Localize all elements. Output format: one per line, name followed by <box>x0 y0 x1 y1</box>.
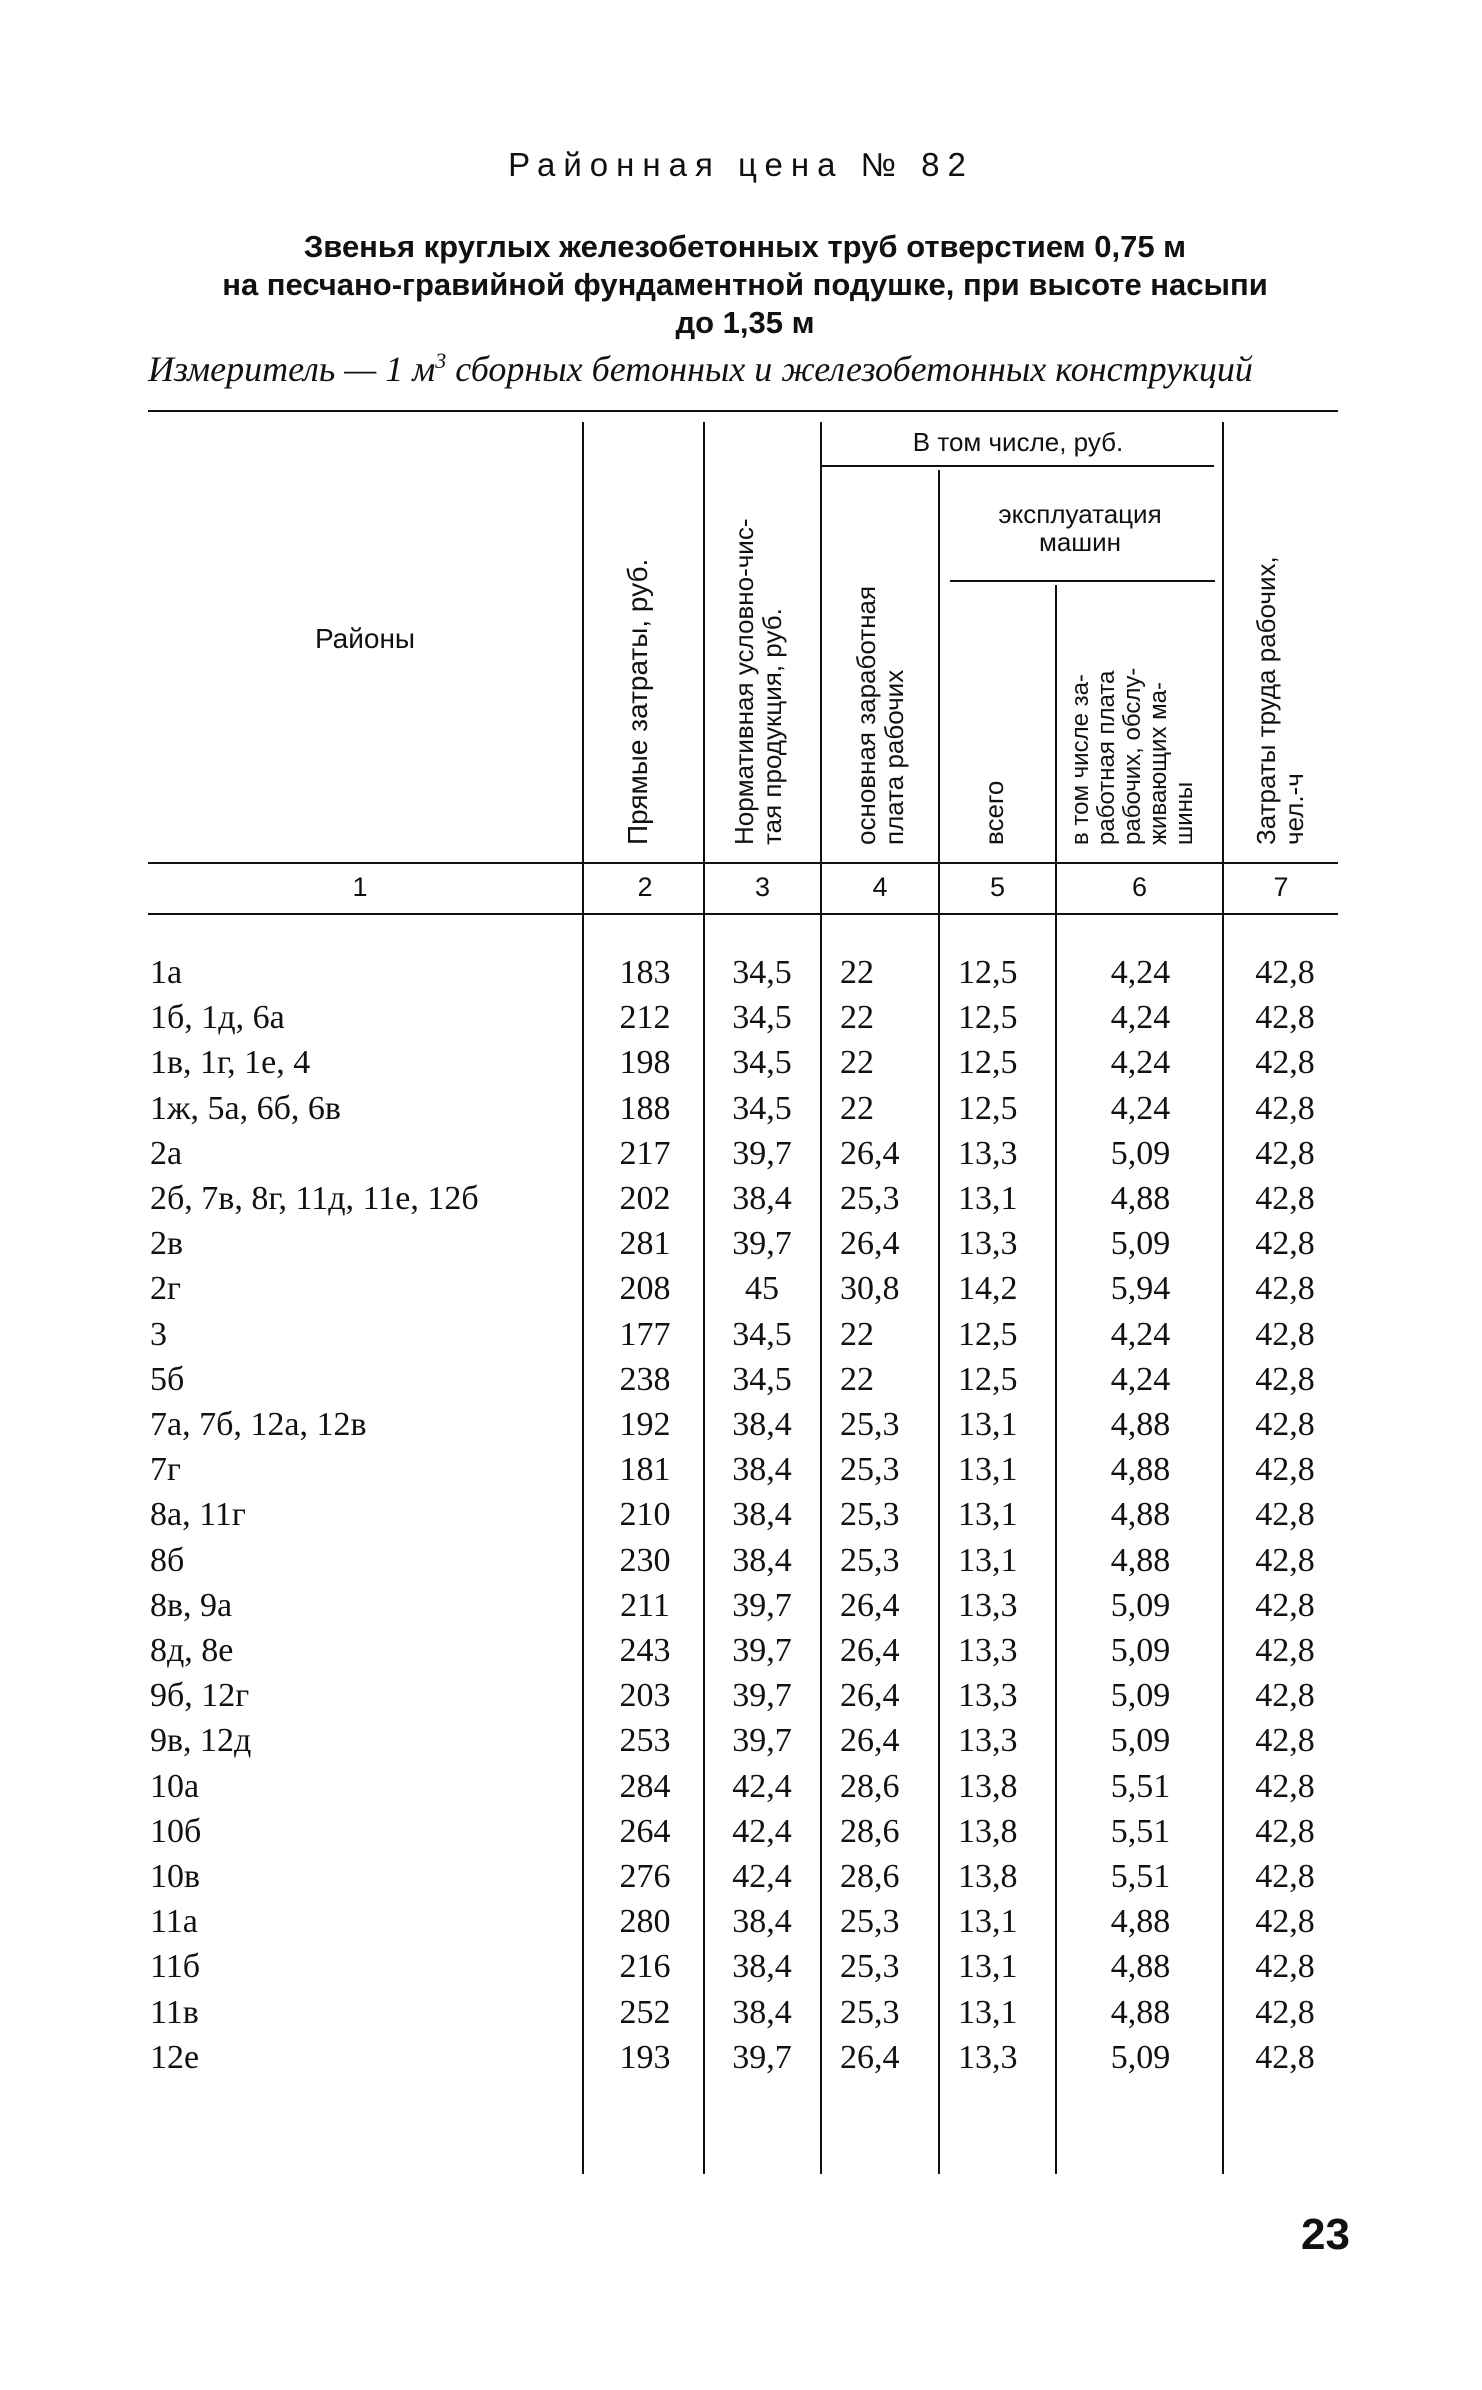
cell-direct-costs: 177 <box>619 1315 671 1353</box>
cell-region: 1а <box>150 954 183 991</box>
header-machine-wages-line: живающих ма- <box>1145 682 1172 845</box>
table-row <box>0 1131 1482 1176</box>
header-machine-wages-line: рабочих, обслу- <box>1119 667 1146 845</box>
cell-direct-costs: 280 <box>619 1903 671 1941</box>
table-row <box>0 1447 1482 1492</box>
cell-labor: 42,8 <box>1255 954 1315 991</box>
table-row <box>0 1809 1482 1854</box>
cell-labor: 42,8 <box>1255 999 1315 1037</box>
cell-wages: 25,3 <box>840 1180 900 1217</box>
cell-machines-total: 13,1 <box>958 1180 1018 1217</box>
cell-normative: 34,5 <box>732 1315 792 1353</box>
cell-normative: 39,7 <box>732 1225 792 1263</box>
cell-wages: 26,4 <box>840 1632 900 1669</box>
column-number: 2 <box>637 872 653 902</box>
cell-region: 10в <box>150 1858 201 1895</box>
header-machine-wages <box>1068 668 1198 845</box>
cell-machines-total: 13,8 <box>958 1767 1018 1805</box>
cell-region: 11б <box>150 1948 201 1986</box>
column-number: 1 <box>352 872 368 902</box>
cell-direct-costs: 217 <box>619 1134 671 1172</box>
cell-labor: 42,8 <box>1255 1180 1315 1217</box>
cell-machine-wages: 4,24 <box>1110 954 1171 991</box>
cell-machines-total: 13,1 <box>958 1948 1018 1986</box>
cell-region: 8в, 9а <box>150 1586 233 1624</box>
cell-machine-wages: 4,24 <box>1110 1315 1171 1353</box>
cell-normative: 38,4 <box>732 1406 792 1443</box>
cell-normative: 45 <box>745 1270 779 1308</box>
cell-direct-costs: 281 <box>619 1225 671 1263</box>
cell-machines-total: 13,1 <box>958 1496 1018 1534</box>
cell-machine-wages: 4,88 <box>1110 1406 1171 1443</box>
cell-wages: 22 <box>840 1315 874 1353</box>
cell-labor: 42,8 <box>1255 1451 1315 1489</box>
table-row <box>0 1673 1482 1718</box>
cell-normative: 39,7 <box>732 1632 792 1669</box>
cell-machines-total: 13,3 <box>958 1134 1018 1172</box>
cell-machine-wages: 5,09 <box>1110 2038 1171 2076</box>
header-machine-wages-line: работная плата <box>1093 670 1120 845</box>
cell-direct-costs: 208 <box>619 1270 671 1308</box>
table-row <box>0 1221 1482 1266</box>
cell-wages: 26,4 <box>840 1677 900 1715</box>
cell-wages: 26,4 <box>840 1722 900 1760</box>
table-top-rule <box>148 410 1338 412</box>
cell-normative: 34,5 <box>732 999 792 1037</box>
cell-wages: 22 <box>840 1360 874 1398</box>
table-row <box>0 1266 1482 1311</box>
cell-normative: 39,7 <box>732 1586 792 1624</box>
column-number: 3 <box>754 872 771 902</box>
cell-direct-costs: 211 <box>620 1586 670 1624</box>
cell-machines-total: 12,5 <box>958 1089 1018 1127</box>
cell-region: 1б, 1д, 6а <box>150 999 285 1037</box>
cell-wages: 26,4 <box>840 2038 900 2076</box>
cell-direct-costs: 202 <box>619 1180 671 1217</box>
cell-wages: 30,8 <box>840 1270 900 1308</box>
header-wages <box>852 586 908 845</box>
cell-wages: 26,4 <box>840 1586 900 1624</box>
cell-machine-wages: 4,88 <box>1110 1541 1171 1579</box>
cell-normative: 39,7 <box>732 1134 792 1172</box>
cell-normative: 38,4 <box>732 1541 792 1579</box>
cell-direct-costs: 193 <box>619 2038 671 2076</box>
cell-direct-costs: 210 <box>619 1496 671 1534</box>
cell-region: 11в <box>150 1993 199 2031</box>
cell-direct-costs: 198 <box>619 1044 671 1082</box>
table-row <box>0 1176 1482 1221</box>
cell-machine-wages: 5,51 <box>1110 1858 1171 1895</box>
cell-labor: 42,8 <box>1255 1315 1315 1353</box>
cell-labor: 42,8 <box>1255 1858 1315 1895</box>
cell-direct-costs: 243 <box>619 1632 671 1669</box>
cell-region: 9б, 12г <box>150 1677 250 1715</box>
cell-region: 2в <box>150 1225 184 1263</box>
cell-labor: 42,8 <box>1255 1993 1315 2031</box>
cell-region: 8д, 8е <box>150 1632 234 1669</box>
cell-machines-total: 12,5 <box>958 954 1018 991</box>
cell-normative: 38,4 <box>732 1993 792 2031</box>
cell-direct-costs: 252 <box>619 1993 671 2031</box>
table-row <box>0 995 1482 1040</box>
cell-region: 1ж, 5а, 6б, 6в <box>150 1089 341 1127</box>
cell-direct-costs: 192 <box>619 1406 671 1443</box>
cell-machines-total: 13,1 <box>958 1541 1018 1579</box>
table-row <box>0 1040 1482 1085</box>
cell-machine-wages: 5,94 <box>1110 1270 1171 1308</box>
cell-machines-total: 13,3 <box>958 1586 1018 1624</box>
header-machines-operation: эксплуатация машин <box>998 499 1162 557</box>
cell-normative: 39,7 <box>732 1722 792 1760</box>
cell-direct-costs: 253 <box>619 1722 671 1760</box>
cell-machines-total: 12,5 <box>958 1044 1018 1082</box>
cell-machines-total: 13,3 <box>958 2038 1018 2076</box>
cell-normative: 34,5 <box>732 954 792 991</box>
cell-machine-wages: 4,88 <box>1110 1948 1171 1986</box>
cell-region: 11а <box>150 1903 198 1941</box>
header-labor-line: Затраты труда рабочих, <box>1251 556 1281 845</box>
cell-wages: 28,6 <box>840 1858 900 1895</box>
cell-direct-costs: 216 <box>619 1948 671 1986</box>
cell-labor: 42,8 <box>1255 1496 1315 1534</box>
table-row <box>0 1357 1482 1402</box>
cell-wages: 25,3 <box>840 1903 900 1941</box>
cell-machines-total: 13,3 <box>958 1225 1018 1263</box>
cell-labor: 42,8 <box>1255 1677 1315 1715</box>
cell-region: 12е <box>150 2038 200 2076</box>
cell-wages: 22 <box>840 999 874 1037</box>
cell-machines-total: 13,8 <box>958 1858 1018 1895</box>
header-bottom-rule <box>148 862 1338 864</box>
header-regions: Районы <box>314 623 416 654</box>
header-direct-costs <box>624 559 652 845</box>
cell-region: 8б <box>150 1541 185 1579</box>
cell-machines-total: 13,3 <box>958 1632 1018 1669</box>
cell-region: 2б, 7в, 8г, 11д, 11е, 12б <box>150 1180 479 1217</box>
cell-region: 10б <box>150 1812 202 1850</box>
cell-machine-wages: 4,88 <box>1110 1903 1171 1941</box>
cell-normative: 39,7 <box>732 1677 792 1715</box>
cell-machine-wages: 4,88 <box>1110 1496 1171 1534</box>
cell-machine-wages: 5,09 <box>1110 1722 1171 1760</box>
cell-normative: 38,4 <box>732 1903 792 1941</box>
measure-unit <box>148 348 1338 390</box>
cell-labor: 42,8 <box>1255 1225 1315 1263</box>
header-normative <box>730 519 786 845</box>
cell-machine-wages: 4,24 <box>1110 1044 1171 1082</box>
cell-normative: 42,4 <box>732 1767 792 1805</box>
table-row <box>0 2035 1482 2080</box>
cell-machine-wages: 4,88 <box>1110 1180 1171 1217</box>
cell-machines-total: 12,5 <box>958 1360 1018 1398</box>
cell-direct-costs: 203 <box>619 1677 671 1715</box>
cell-region: 7а, 7б, 12а, 12в <box>150 1406 367 1443</box>
cell-labor: 42,8 <box>1255 1586 1315 1624</box>
subtitle-line: до 1,35 м <box>675 305 815 340</box>
cell-machines-total: 13,1 <box>958 1903 1018 1941</box>
including-underline <box>822 465 1214 467</box>
cell-machines-total: 12,5 <box>958 999 1018 1037</box>
cell-direct-costs: 276 <box>619 1858 671 1895</box>
cell-wages: 26,4 <box>840 1134 900 1172</box>
cell-wages: 25,3 <box>840 1948 900 1986</box>
cell-region: 7г <box>150 1451 181 1489</box>
table-row <box>0 1312 1482 1357</box>
cell-normative: 38,4 <box>732 1180 792 1217</box>
cell-machines-total: 13,3 <box>958 1677 1018 1715</box>
header-total-text: всего <box>979 780 1009 845</box>
cell-normative: 38,4 <box>732 1496 792 1534</box>
cell-direct-costs: 238 <box>619 1360 671 1398</box>
cell-labor: 42,8 <box>1255 2038 1315 2076</box>
header-normative-line: Нормативная условно-чис- <box>729 518 759 845</box>
cell-wages: 28,6 <box>840 1767 900 1805</box>
cell-machine-wages: 4,24 <box>1110 999 1171 1037</box>
cell-machine-wages: 4,88 <box>1110 1451 1171 1489</box>
cell-labor: 42,8 <box>1255 1406 1315 1443</box>
cell-labor: 42,8 <box>1255 1541 1315 1579</box>
cell-direct-costs: 284 <box>619 1767 671 1805</box>
cell-machines-total: 14,2 <box>958 1270 1018 1308</box>
cell-machine-wages: 4,24 <box>1110 1360 1171 1398</box>
colnum-bottom-rule <box>148 913 1338 915</box>
machines-underline <box>950 580 1215 582</box>
cell-direct-costs: 230 <box>619 1541 671 1579</box>
cell-labor: 42,8 <box>1255 1812 1315 1850</box>
cell-wages: 22 <box>840 1089 874 1127</box>
header-machine-wages-line: в том числе за- <box>1067 674 1094 845</box>
cell-normative: 42,4 <box>732 1812 792 1850</box>
column-number: 7 <box>1273 872 1289 902</box>
page-title: Районная цена № 82 <box>508 146 974 183</box>
table-row <box>0 950 1482 995</box>
measure-prefix: Измеритель — 1 м <box>148 349 436 389</box>
cell-machines-total: 13,1 <box>958 1993 1018 2031</box>
header-wages-line: основная заработная <box>851 585 881 845</box>
cell-labor: 42,8 <box>1255 1948 1315 1986</box>
cell-region: 10а <box>150 1767 200 1805</box>
header-wages-line: плата рабочих <box>879 669 909 845</box>
cell-machine-wages: 5,09 <box>1110 1632 1171 1669</box>
cell-region: 3 <box>150 1315 167 1353</box>
cell-direct-costs: 264 <box>619 1812 671 1850</box>
cell-wages: 25,3 <box>840 1541 900 1579</box>
cell-normative: 34,5 <box>732 1360 792 1398</box>
cell-machine-wages: 5,51 <box>1110 1767 1171 1805</box>
column-number: 4 <box>872 872 888 902</box>
header-including: В том числе, руб. <box>912 427 1124 457</box>
cell-machine-wages: 4,24 <box>1110 1089 1171 1127</box>
cell-machine-wages: 5,09 <box>1110 1134 1171 1172</box>
cell-labor: 42,8 <box>1255 1044 1315 1082</box>
cell-wages: 28,6 <box>840 1812 900 1850</box>
cell-wages: 26,4 <box>840 1225 900 1263</box>
cell-wages: 22 <box>840 954 874 991</box>
header-labor-line: чел.-ч <box>1279 773 1309 845</box>
cell-machine-wages: 5,09 <box>1110 1586 1171 1624</box>
table-row <box>0 1899 1482 1944</box>
column-number: 5 <box>989 872 1006 902</box>
cell-wages: 25,3 <box>840 1993 900 2031</box>
cell-machines-total: 13,3 <box>958 1722 1018 1760</box>
cell-region: 2а <box>150 1134 183 1172</box>
cell-labor: 42,8 <box>1255 1134 1315 1172</box>
cell-machines-total: 13,8 <box>958 1812 1018 1850</box>
document-subtitle <box>150 228 1340 342</box>
cell-labor: 42,8 <box>1255 1903 1315 1941</box>
cell-normative: 38,4 <box>732 1948 792 1986</box>
table-row <box>0 1854 1482 1899</box>
table-row <box>0 1990 1482 2035</box>
cell-normative: 34,5 <box>732 1044 792 1082</box>
table-row <box>0 1718 1482 1763</box>
measure-superscript: 3 <box>435 348 447 373</box>
table-row <box>0 1583 1482 1628</box>
cell-labor: 42,8 <box>1255 1360 1315 1398</box>
column-number: 6 <box>1131 872 1148 902</box>
table-row <box>0 1538 1482 1583</box>
cell-region: 9в, 12д <box>150 1722 252 1760</box>
subtitle-line: Звенья круглых железобетонных труб отверстием 0,75 м <box>303 229 1187 264</box>
cell-machines-total: 13,1 <box>958 1406 1018 1443</box>
cell-direct-costs: 183 <box>619 954 671 991</box>
table-row <box>0 1492 1482 1537</box>
header-machine-wages-line: шины <box>1171 781 1198 845</box>
table-row <box>0 1086 1482 1131</box>
table-row <box>0 1402 1482 1447</box>
cell-machine-wages: 5,51 <box>1110 1812 1171 1850</box>
cell-region: 1в, 1г, 1е, 4 <box>150 1044 311 1082</box>
cell-normative: 42,4 <box>732 1858 792 1895</box>
header-normative-line: тая продукция, руб. <box>757 608 787 845</box>
cell-labor: 42,8 <box>1255 1089 1315 1127</box>
header-direct-costs-text: Прямые затраты, руб. <box>622 558 653 845</box>
table-row <box>0 1944 1482 1989</box>
cell-direct-costs: 188 <box>619 1089 671 1127</box>
measure-suffix: сборных бетонных и железобетонных конструкций <box>446 349 1253 389</box>
cell-machines-total: 13,1 <box>958 1451 1018 1489</box>
cell-labor: 42,8 <box>1255 1632 1315 1669</box>
cell-machine-wages: 4,88 <box>1110 1993 1171 2031</box>
cell-region: 8а, 11г <box>150 1496 246 1534</box>
cell-wages: 25,3 <box>840 1496 900 1534</box>
cell-normative: 38,4 <box>732 1451 792 1489</box>
subtitle-line: на песчано-гравийной фундаментной подушке, при высоте насыпи <box>222 267 1268 302</box>
cell-labor: 42,8 <box>1255 1722 1315 1760</box>
cell-labor: 42,8 <box>1255 1270 1315 1308</box>
cell-region: 2г <box>150 1270 181 1308</box>
cell-normative: 34,5 <box>732 1089 792 1127</box>
cell-labor: 42,8 <box>1255 1767 1315 1805</box>
cell-wages: 25,3 <box>840 1406 900 1443</box>
table-row <box>0 1764 1482 1809</box>
table-row <box>0 1628 1482 1673</box>
cell-wages: 25,3 <box>840 1451 900 1489</box>
cell-machines-total: 12,5 <box>958 1315 1018 1353</box>
cell-machine-wages: 5,09 <box>1110 1677 1171 1715</box>
cell-wages: 22 <box>840 1044 874 1082</box>
cell-machine-wages: 5,09 <box>1110 1225 1171 1263</box>
page-number: 23 <box>1301 2210 1350 2259</box>
cell-direct-costs: 212 <box>619 999 671 1037</box>
cell-direct-costs: 181 <box>619 1451 671 1489</box>
header-total <box>980 781 1008 845</box>
cell-region: 5б <box>150 1360 185 1398</box>
header-labor <box>1252 556 1308 845</box>
cell-normative: 39,7 <box>732 2038 792 2076</box>
